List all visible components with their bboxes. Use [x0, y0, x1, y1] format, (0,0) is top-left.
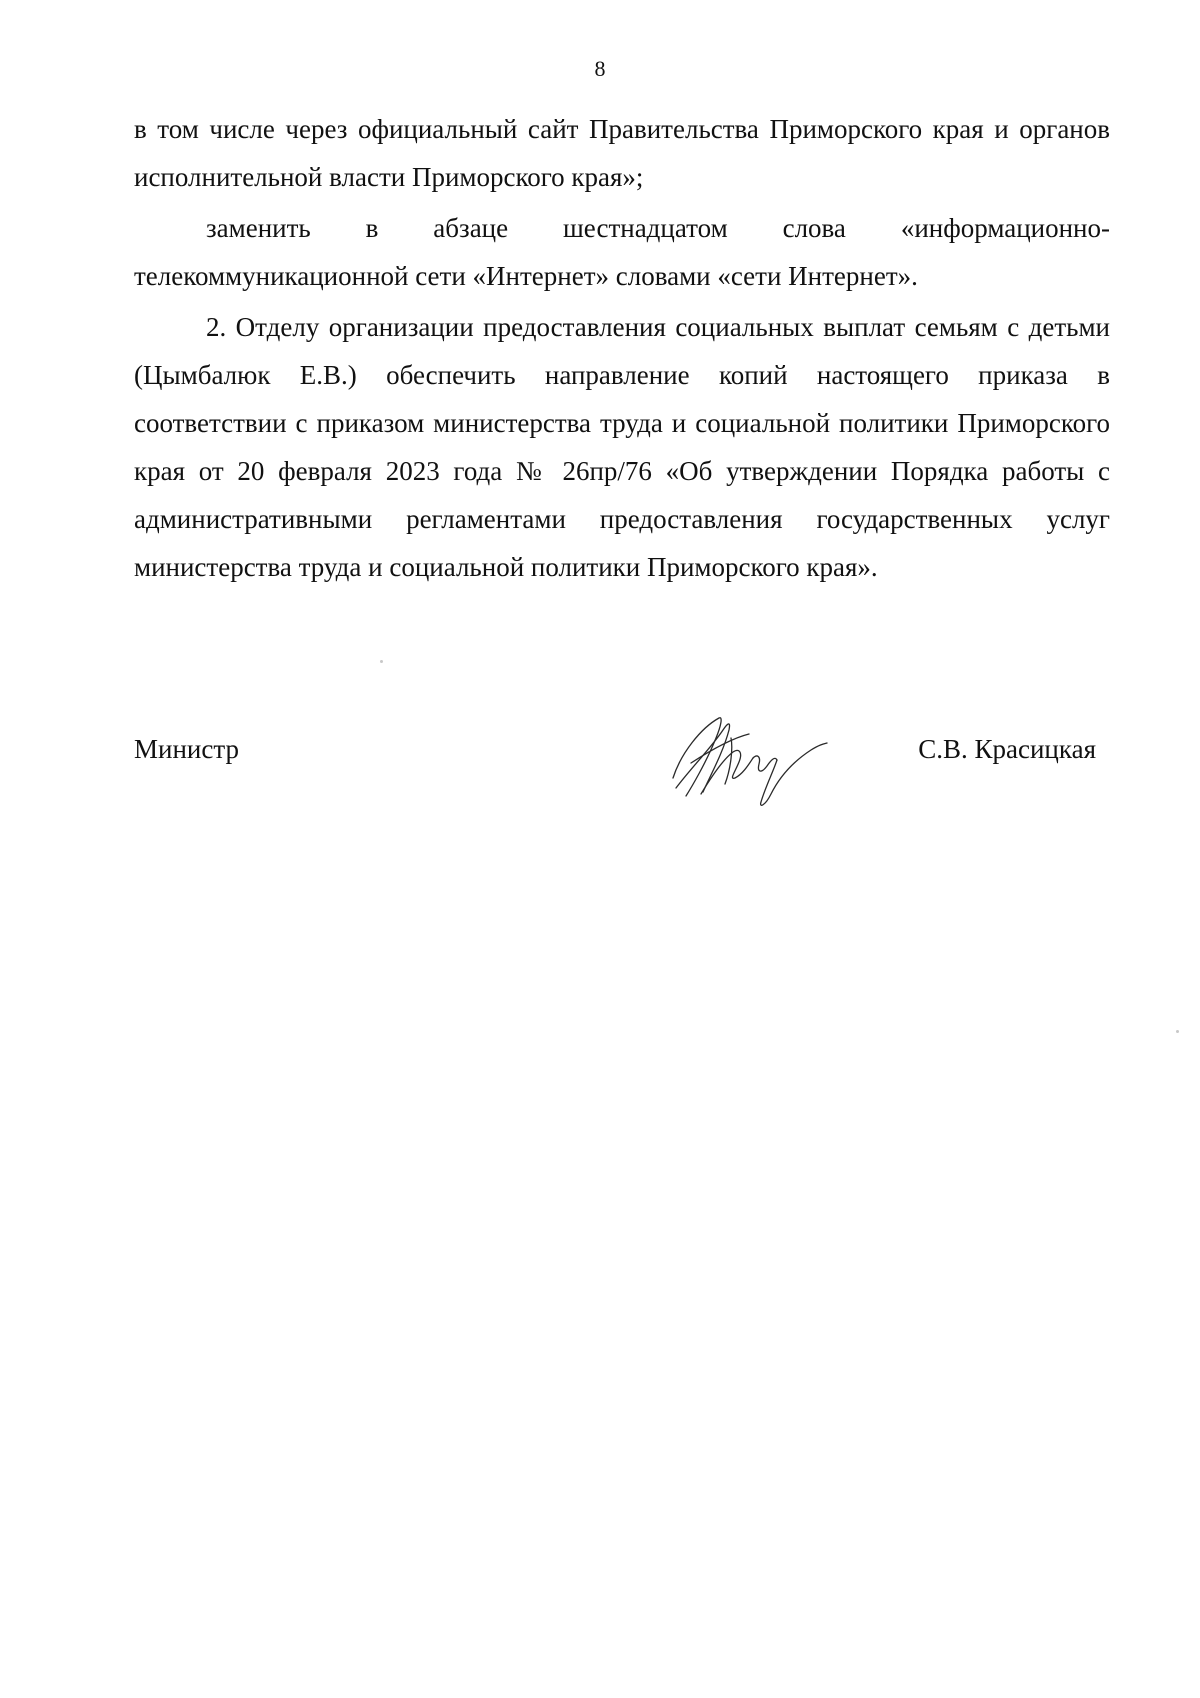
- page-number: 8: [594, 56, 606, 81]
- signature-block: [134, 708, 1096, 768]
- handwritten-signature-icon: [661, 708, 841, 818]
- paragraph-3: 2. Отделу организации предоставления социальных выплат семьям с детьми (Цымбалюк Е.В.) обеспечить направление копий настоящего приказа в соответствии с приказом министерства труда и социальной политики Приморского края от 20 февраля 2023 года № 26пр/76 «Об утверждении Порядка работы с административными регламентами предоставления государственных услуг министерства труда и социальной политики Приморского края».: [134, 312, 1110, 582]
- signer-title: Министр: [134, 734, 239, 764]
- scan-speck: [1176, 1030, 1179, 1033]
- paragraph-1: в том числе через официальный сайт Правительства Приморского края и органов исполнительной власти Приморского края»;: [134, 114, 1110, 192]
- signer-name: С.В. Красицкая: [918, 734, 1096, 764]
- paragraph-2: заменить в абзаце шестнадцатом слова «информационно-телекоммуникационной сети «Интернет» словами «сети Интернет».: [134, 213, 1110, 291]
- scan-speck: [380, 660, 383, 663]
- document-body: [134, 105, 1110, 594]
